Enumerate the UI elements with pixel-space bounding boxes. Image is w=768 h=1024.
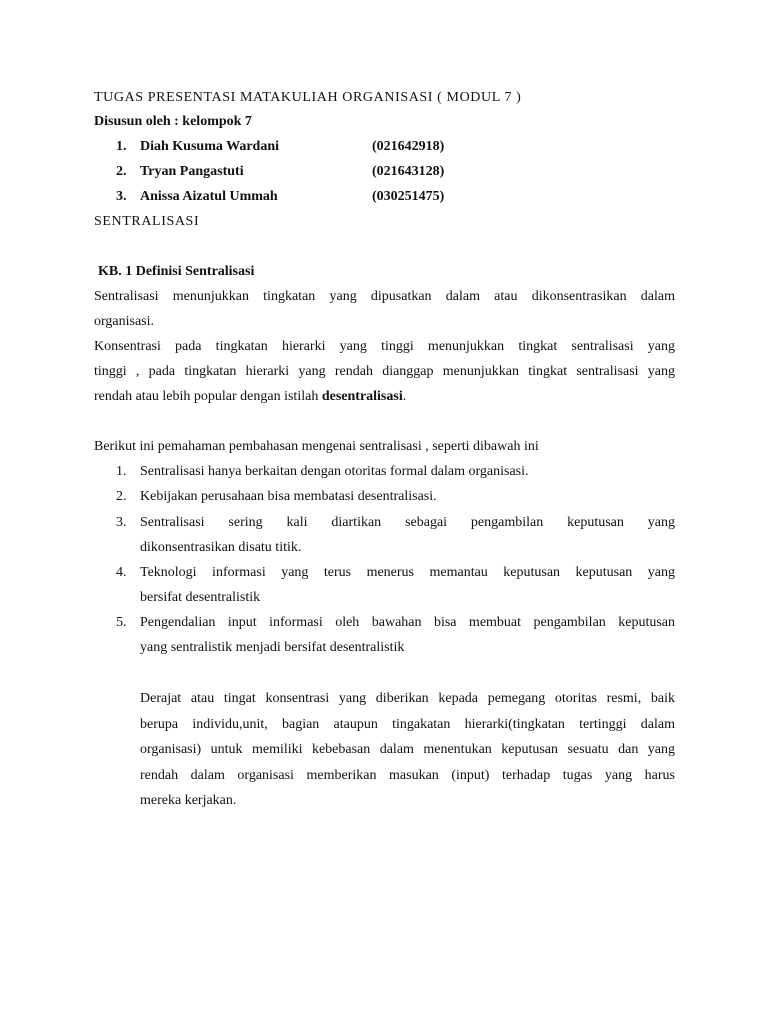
closing-line: mereka kerjakan. [140, 793, 237, 808]
list-text: Sentralisasi hanya berkaitan dengan otoritas formal dalam organisasi. [140, 464, 529, 479]
member-id: (021643128) [372, 164, 445, 179]
closing-line: berupa individu,unit, bagian ataupun tingakatan hierarki(tingkatan tertinggi dalam [140, 717, 675, 732]
list-text: Sentralisasi sering kali diartikan sebagai pengambilan keputusan yang [140, 515, 675, 530]
list-number: 1. [116, 464, 127, 479]
closing-line: rendah dalam organisasi memberikan masukan (input) terhadap tugas yang harus [140, 768, 675, 783]
definition-line: Sentralisasi menunjukkan tingkatan yang dipusatkan dalam atau dikonsentrasikan dalam [94, 289, 675, 304]
list-text: bersifat desentralistik [140, 590, 261, 605]
closing-line: Derajat atau tingat konsentrasi yang diberikan kepada pemegang otoritas resmi, baik [140, 691, 675, 706]
list-text: yang sentralistik menjadi bersifat desentralistik [140, 640, 405, 655]
member-number: 3. [116, 189, 127, 204]
member-number: 2. [116, 164, 127, 179]
member-id: (030251475) [372, 189, 445, 204]
member-name: Anissa Aizatul Ummah [140, 189, 278, 204]
list-text: Pengendalian input informasi oleh bawahan bisa membuat pengambilan keputusan [140, 615, 675, 630]
section-title: SENTRALISASI [94, 214, 200, 229]
document-title: TUGAS PRESENTASI MATAKULIAH ORGANISASI ( MODUL 7 ) [94, 90, 522, 105]
desentralisasi-term: desentralisasi [321, 389, 403, 404]
intro-text: Berikut ini pemahaman pembahasan mengenai sentralisasi , seperti dibawah ini [94, 439, 539, 454]
kb-heading: KB. 1 Definisi Sentralisasi [98, 264, 255, 279]
author-label: Disusun oleh : kelompok 7 [94, 114, 252, 129]
member-name: Diah Kusuma Wardani [140, 139, 280, 154]
closing-line: organisasi) untuk memiliki kebebasan dalam menentukan keputusan sesuatu dan yang [140, 742, 675, 757]
list-text: dikonsentrasikan disatu titik. [140, 540, 302, 555]
definition-line: organisasi. [94, 314, 155, 329]
list-number: 3. [116, 515, 127, 530]
list-number: 5. [116, 615, 127, 630]
definition-line: rendah atau lebih popular dengan istilah desentralisasi. [94, 389, 407, 404]
list-text: Teknologi informasi yang terus menerus memantau keputusan keputusan yang [140, 565, 675, 580]
definition-line: tinggi , pada tingkatan hierarki yang rendah dianggap menunjukkan tingkat sentralisasi yang [94, 364, 675, 379]
list-number: 2. [116, 489, 127, 504]
list-text: Kebijakan perusahaan bisa membatasi desentralisasi. [140, 489, 437, 504]
definition-line: Konsentrasi pada tingkatan hierarki yang tinggi menunjukkan tingkat sentralisasi yang [94, 339, 675, 354]
list-number: 4. [116, 565, 127, 580]
member-id: (021642918) [372, 139, 445, 154]
member-number: 1. [116, 139, 127, 154]
member-name: Tryan Pangastuti [140, 164, 244, 179]
